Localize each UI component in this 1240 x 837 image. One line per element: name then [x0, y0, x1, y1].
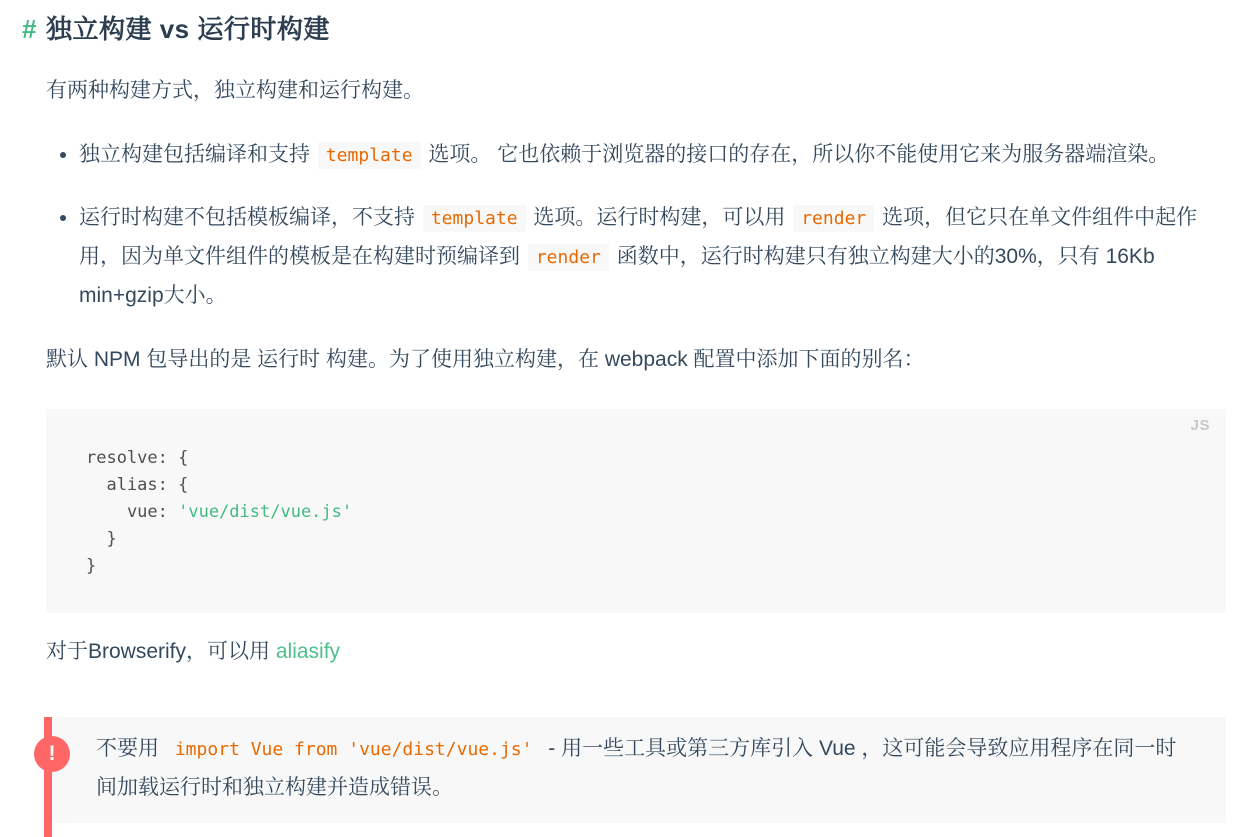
- seg-text: 选项，但它只在单文件组件中起作用，因为单文件组件的模板是在构建时预编译到: [79, 206, 1198, 268]
- code-line: [86, 526, 1196, 553]
- inline-code-import: import Vue from 'vue/dist/vue.js': [167, 736, 541, 763]
- warning-exclamation-icon: !: [34, 736, 70, 772]
- seg-text: 函数中，运行时构建只有独立构建大小的30%，只有 16Kb min+gzip大小。: [79, 245, 1155, 307]
- code-block: [46, 409, 1226, 613]
- inline-code-template: template: [423, 205, 526, 232]
- list-item-standalone-build: [79, 136, 1226, 175]
- warning-text: [96, 730, 1196, 807]
- page-title: [22, 12, 1226, 46]
- aliasify-link[interactable]: aliasify: [275, 640, 341, 663]
- seg-plain: alias: {: [86, 475, 189, 495]
- seg-text: 对于Browserify，可以用: [46, 640, 276, 663]
- intro-paragraph: 有两种构建方式，独立构建和运行构建。: [46, 79, 424, 102]
- inline-code-render: render: [528, 244, 609, 271]
- list-item-runtime-build: [79, 199, 1226, 315]
- build-type-list: [46, 136, 1226, 315]
- heading-anchor-link[interactable]: #: [22, 14, 37, 44]
- warning-tip: [46, 717, 1226, 823]
- code-line: [86, 499, 1196, 526]
- seg-plain: }: [86, 556, 97, 576]
- warning-left-bar: [44, 717, 52, 837]
- seg-string: 'vue/dist/vue.js': [178, 502, 353, 522]
- seg-text: 选项。运行时构建，可以用: [527, 206, 792, 229]
- seg-plain: }: [86, 529, 117, 549]
- seg-text: 运行时构建不包括模板编译，不支持: [79, 206, 421, 229]
- code-line: [86, 553, 1196, 580]
- inline-code-template: template: [318, 142, 421, 169]
- seg-text: 不要用: [96, 737, 165, 760]
- seg-plain: resolve: {: [86, 448, 189, 468]
- code-line: [86, 445, 1196, 472]
- code-language-badge: JS: [1190, 417, 1210, 434]
- seg-text: 选项。 它也依赖于浏览器的接口的存在，所以你不能使用它来为服务器端渲染。: [422, 143, 1170, 166]
- seg-plain: vue:: [86, 502, 179, 522]
- code-content: [46, 409, 1226, 613]
- browserify-paragraph: [46, 633, 1226, 671]
- inline-code-render: render: [793, 205, 874, 232]
- npm-paragraph: 默认 NPM 包导出的是 运行时 构建。为了使用独立构建，在 webpack 配置中添加下面的别名：: [46, 348, 925, 371]
- code-line: [86, 472, 1196, 499]
- seg-text: 独立构建包括编译和支持: [79, 143, 316, 166]
- page-title-text: 独立构建 vs 运行时构建: [45, 14, 330, 44]
- seg-text: - 用一些工具或第三方库引入 Vue ，这可能会导致应用程序在同一时间加载运行时和独立构建并造成错误。: [96, 737, 1177, 799]
